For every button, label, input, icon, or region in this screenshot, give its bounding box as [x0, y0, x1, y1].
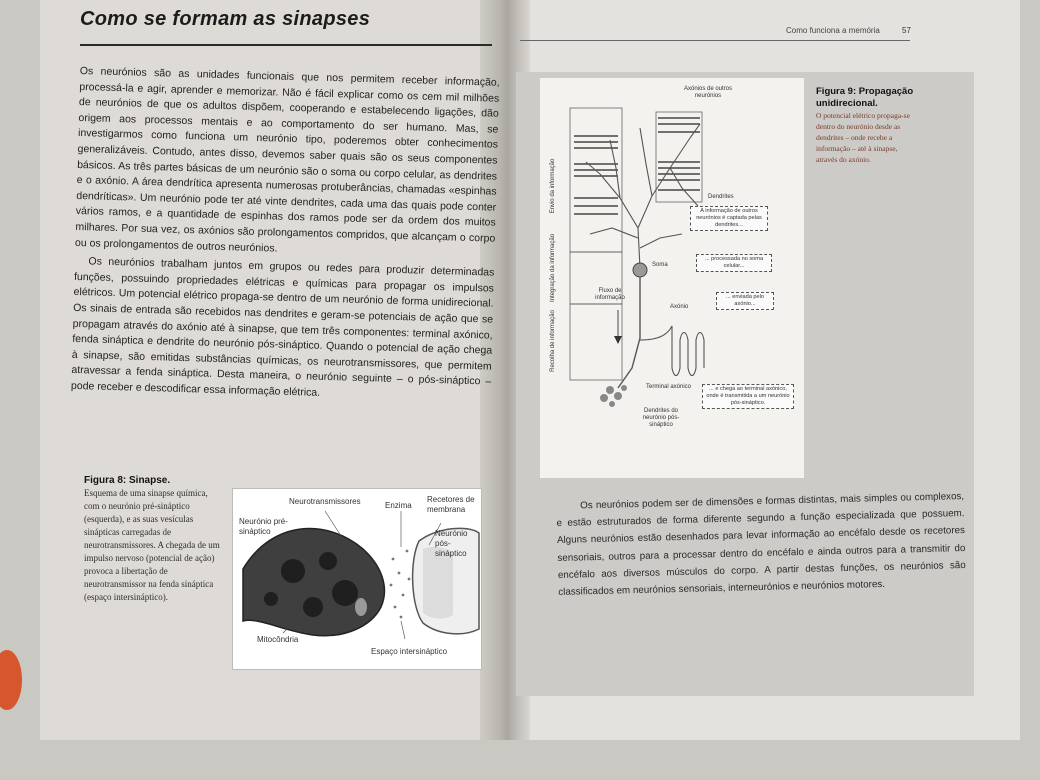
header-rule [520, 40, 910, 41]
label-espaco: Espaço intersináptico [371, 647, 448, 656]
vesicle [332, 580, 358, 606]
figure8-synapse [232, 488, 482, 670]
figure9-title: Figura 9: Propagação unidirecional. [816, 86, 914, 109]
note-terminal: ... e chega ao terminal axónico, onde é transmitida a um neurónio pós-sináptico. [702, 384, 794, 409]
label-pos-sinaptico: Neurónio pós-sináptico [435, 529, 468, 558]
paragraph: Os neurónios podem ser de dimensões e formas distintas, mais simples ou complexos, e estão estruturados de forma diferente segundo a função especializada que possuem. Alguns neurónios estão desenhados para levar informação ao encéfalo desde os recetores sensoriais, outros para a processar dentro do encéfalo e ainda outros para a transmitir do encéfalo aos diversos músculos do corpo. A partir destas funções, os neurónios são classificados em neurónios sensoriais, interneurónios e neurónios motores. [556, 491, 966, 598]
vesicle [281, 559, 305, 583]
figure8-title: Figura 8: Sinapse. [84, 475, 171, 486]
incoming-axons [574, 118, 700, 214]
running-header: Como funciona a memória [786, 26, 880, 35]
vesicle [264, 592, 278, 606]
right-body-text [556, 488, 966, 601]
label-axonios-outros: Axónios de outros neurónios [683, 86, 733, 99]
soma [633, 263, 647, 277]
label-pre-sinaptico: Neurónio pré-sináptico [239, 517, 288, 536]
figure9-caption-text: O potencial elétrico propaga-se dentro do neurónio desde as dendrites – onde recebe a informação – até à sinapse, através do axónio. [816, 111, 910, 164]
axon-terminal [600, 385, 627, 407]
title-rule [80, 44, 492, 46]
figure8-caption [84, 474, 224, 604]
label-neurotransmissores: Neurotransmissores [289, 497, 361, 506]
dendrite-tree [586, 124, 700, 268]
presynaptic-neuron [243, 529, 384, 636]
note-captada: A informação de outros neurónios é captada pelas dendrites... [690, 206, 768, 231]
side-label-recolha: Recolha de informação [550, 310, 556, 372]
label-fluxo: Fluxo de informação [595, 288, 625, 301]
side-label-envio: Envio da informação [550, 158, 556, 214]
paragraph: Os neurónios trabalham juntos em grupos ou redes para produzir determinadas funções, possuindo propriedades elétricas e químicas para propagar os impulsos elétricos. Um potencial elétrico propaga-se dentro de um neurónio de forma unidirecional. Os sinais de entrada são recebidos nas dendrites e geram-se potenciais de ação que se propagam através do axónio até à sinapse, que tem três componentes: terminal axónico, fenda sináptica e dendrite do neurónio pós-sináptico. Quando o potencial de ação chega à sinapse, são emitidas substâncias químicas, os neurotransmissores, que permitem atravessar a fenda sináptica. Desta maneira, o neurónio seguinte – o pós-sináptico – pode receber e descodificar essa informação elétrica. [70, 255, 495, 399]
figure9-caption [816, 86, 916, 165]
label-dendrites: Dendrites [708, 194, 734, 200]
figure9-neuron [540, 78, 804, 478]
label-enzima: Enzima [385, 501, 412, 510]
vesicle [319, 552, 337, 570]
thumb [0, 650, 22, 710]
page-number: 57 [902, 26, 911, 35]
label-terminal: Terminal axónico [646, 384, 692, 390]
note-enviada: ... enviada pelo axónio... [716, 292, 774, 310]
page-title: Como se formam as sinapses [80, 8, 371, 30]
vesicle [303, 597, 323, 617]
side-label-integracao: Integração da informação [550, 233, 556, 302]
label-dendrites-pos: Dendrites do neurónio pós-sináptico [642, 408, 680, 428]
axon-coil [640, 326, 704, 376]
label-recetores: Recetores de membrana [427, 495, 475, 514]
label-soma: Soma [652, 262, 668, 268]
note-processada: ... processada no soma celular... [696, 254, 772, 272]
label-axonio: Axónio [670, 304, 689, 310]
paragraph: Os neurónios são as unidades funcionais que nos permitem receber informação, processá-la e agir, aprender e memorizar. Não é fácil explicar como os cem mil milhões de neurónios de que os adultos dispõem, cooperando e estabelecendo ligações, dão origem aos processos mentais e ao comportamento do ser humano. Mas, se investigarmos como funciona um neurónio tipo, poderemos obter conhecimentos generalizáveis. Contudo, antes disso, devemos saber quais são os seus componentes básicos. As três partes básicas de um neurónio são o soma ou corpo celular, as dendrites e o axónio. A área dendrítica apresenta numerosas protuberâncias, chamadas «espinhas dendríticas». Um neurónio pode ter até vinte dendrites, cada uma das quais pode conter vários ramos, e a quantidade de espinhas dos ramos pode ser da ordem dos muitos milhares. Por sua vez, os axónios são prolongamentos compridos, que alcançam o corpo ou os prolongamentos de outros neurónios. [74, 64, 500, 255]
neurotransmitter-dots [390, 550, 411, 619]
mitochondrion [355, 598, 367, 616]
label-mitocondria: Mitocôndria [257, 635, 299, 644]
left-body-text [71, 64, 500, 409]
figure8-caption-text: Esquema de uma sinapse química, com o neurónio pré-sináptico (esquerda), e as suas vesículas sinápticas carregadas de neurotransmissores. A chegada de um impulso nervoso (potencial de ação) provoca a libertação de neurotransmissor na fenda sináptica (espaço intersináptico). [84, 488, 220, 602]
